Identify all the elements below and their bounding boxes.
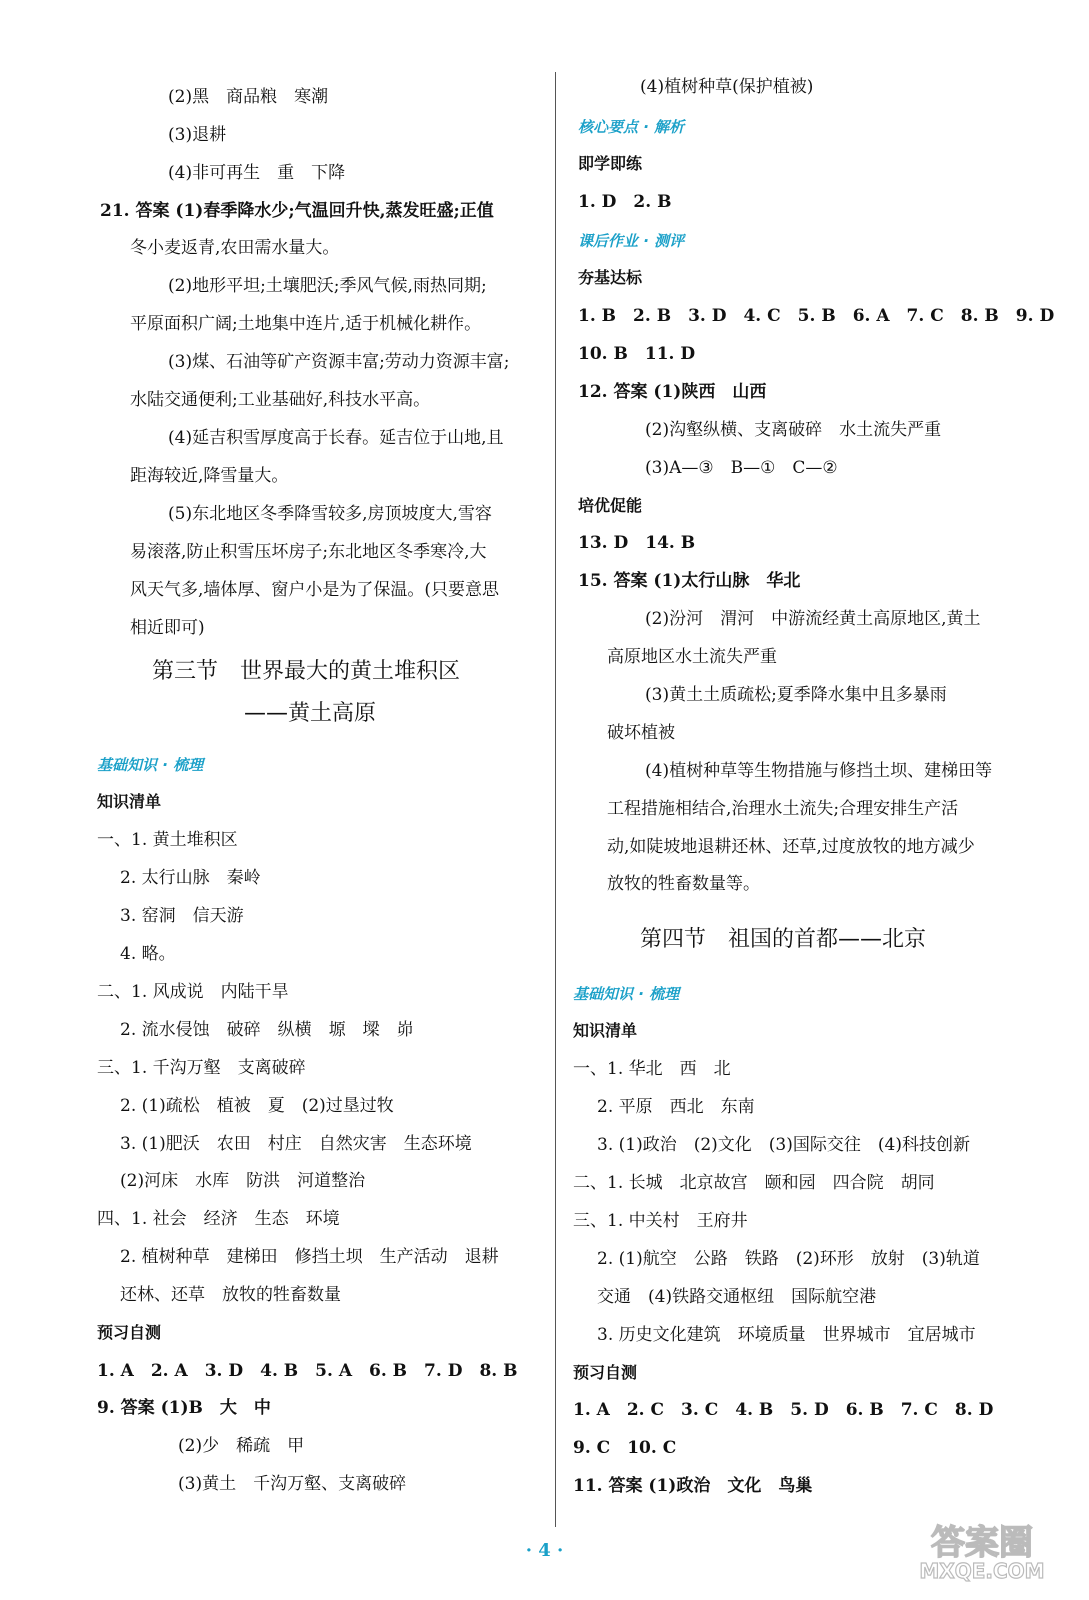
text-line: (2)少 稀疏 甲 xyxy=(178,1436,305,1456)
subsection-heading: 预习自测 xyxy=(97,1323,162,1342)
text-line: (3)黄土土质疏松;夏季降水集中且多暴雨 xyxy=(645,685,947,705)
text-line: 四、1. 社会 经济 生态 环境 xyxy=(97,1209,340,1229)
text-line: 2. 太行山脉 秦岭 xyxy=(120,868,261,888)
text-line: 一、1. 华北 西 北 xyxy=(573,1059,731,1079)
text-line: (4)植树种草等生物措施与修挡土坝、建梯田等 xyxy=(645,761,993,781)
section-label: 核心要点 · 解析 xyxy=(578,118,685,136)
text-line: 破坏植被 xyxy=(607,723,675,743)
section-label: 课后作业 · 测评 xyxy=(578,232,685,250)
text-line: 9. C 10. C xyxy=(573,1438,677,1458)
text-line: 冬小麦返青,农田需水量大。 xyxy=(130,238,340,258)
text-line: 21. 答案 (1)春季降水少;气温回升快,蒸发旺盛;正值 xyxy=(100,201,494,221)
text-line: 1. A 2. C 3. C 4. B 5. D 6. B 7. C 8. D xyxy=(573,1400,994,1420)
text-line: 交通 (4)铁路交通枢纽 国际航空港 xyxy=(597,1287,877,1307)
text-line: (3)黄土 千沟万壑、支离破碎 xyxy=(178,1474,407,1494)
text-line: 3. (1)政治 (2)文化 (3)国际交往 (4)科技创新 xyxy=(597,1135,970,1155)
subsection-heading: 夯基达标 xyxy=(578,268,643,287)
section-label: 基础知识 · 梳理 xyxy=(573,985,680,1003)
text-line: (3)退耕 xyxy=(168,125,227,145)
text-line: 13. D 14. B xyxy=(578,533,696,553)
text-line: 3. 窑洞 信天游 xyxy=(120,906,244,926)
text-line: 2. 流水侵蚀 破碎 纵横 塬 墚 峁 xyxy=(120,1020,414,1040)
subsection-heading: 培优促能 xyxy=(578,496,643,515)
text-line: (2)河床 水库 防洪 河道整治 xyxy=(120,1171,366,1191)
text-line: 高原地区水土流失严重 xyxy=(607,647,777,667)
text-line: 放牧的牲畜数量等。 xyxy=(607,874,760,894)
text-line: (3)煤、石油等矿产资源丰富;劳动力资源丰富; xyxy=(168,352,510,372)
section-label: 基础知识 · 梳理 xyxy=(97,756,204,774)
text-line: (2)黑 商品粮 寒潮 xyxy=(168,87,329,107)
text-line: 还林、还草 放牧的牲畜数量 xyxy=(120,1285,341,1305)
text-line: (2)汾河 渭河 中游流经黄土高原地区,黄土 xyxy=(645,609,981,629)
text-line: 二、1. 长城 北京故宫 颐和园 四合院 胡同 xyxy=(573,1173,935,1193)
text-line: 三、1. 中关村 王府井 xyxy=(573,1211,748,1231)
text-line: (4)植树种草(保护植被) xyxy=(640,77,814,97)
section-title: 第四节 祖国的首都——北京 xyxy=(640,927,927,952)
watermark-sub: MXQE.COM xyxy=(919,1559,1045,1582)
text-line: 10. B 11. D xyxy=(578,344,696,364)
text-line: 2. (1)疏松 植被 夏 (2)过垦过牧 xyxy=(120,1096,394,1116)
text-line: 2. 平原 西北 东南 xyxy=(597,1097,755,1117)
text-line: 风天气多,墙体厚、窗户小是为了保温。(只要意思 xyxy=(130,580,500,600)
text-line: 一、1. 黄土堆积区 xyxy=(97,830,238,850)
text-line: 3. 历史文化建筑 环境质量 世界城市 宜居城市 xyxy=(597,1325,976,1345)
section-title: ——黄土高原 xyxy=(244,701,377,726)
text-line: 水陆交通便利;工业基础好,科技水平高。 xyxy=(130,390,431,410)
subsection-heading: 知识清单 xyxy=(97,792,162,811)
text-line: 动,如陡坡地退耕还林、还草,过度放牧的地方减少 xyxy=(607,837,975,857)
text-line: (4)延吉积雪厚度高于长春。延吉位于山地,且 xyxy=(168,428,504,448)
text-line: 三、1. 千沟万壑 支离破碎 xyxy=(97,1058,306,1078)
page-number: · 4 · xyxy=(525,1540,564,1561)
text-line: (5)东北地区冬季降雪较多,房顶坡度大,雪容 xyxy=(168,504,492,524)
text-line: 相近即可) xyxy=(130,618,205,638)
text-line: (3)A—③ B—① C—② xyxy=(645,458,838,478)
text-line: (4)非可再生 重 下降 xyxy=(168,163,346,183)
text-line: 2. (1)航空 公路 铁路 (2)环形 放射 (3)轨道 xyxy=(597,1249,980,1269)
text-line: 12. 答案 (1)陕西 山西 xyxy=(578,382,767,402)
watermark-main: 答案圈 xyxy=(931,1523,1033,1563)
text-line: 1. B 2. B 3. D 4. C 5. B 6. A 7. C 8. B 9. D xyxy=(578,306,1055,326)
text-line: 2. 植树种草 建梯田 修挡土坝 生产活动 退耕 xyxy=(120,1247,499,1267)
text-line: 4. 略。 xyxy=(120,944,176,964)
text-line: (2)沟壑纵横、支离破碎 水土流失严重 xyxy=(645,420,942,440)
text-line: 11. 答案 (1)政治 文化 鸟巢 xyxy=(573,1476,813,1496)
section-title: 第三节 世界最大的黄土堆积区 xyxy=(152,659,461,684)
subsection-heading: 知识清单 xyxy=(573,1021,638,1040)
text-line: 易滚落,防止积雪压坏房子;东北地区冬季寒冷,大 xyxy=(130,542,487,562)
text-line: 15. 答案 (1)太行山脉 华北 xyxy=(578,571,801,591)
text-line: 平原面积广阔;土地集中连片,适于机械化耕作。 xyxy=(130,314,482,334)
text-line: 工程措施相结合,治理水土流失;合理安排生产活 xyxy=(607,799,959,819)
text-line: 距海较近,降雪量大。 xyxy=(130,466,289,486)
text-line: 3. (1)肥沃 农田 村庄 自然灾害 生态环境 xyxy=(120,1134,472,1154)
subsection-heading: 即学即练 xyxy=(578,154,643,173)
text-line: 9. 答案 (1)B 大 中 xyxy=(97,1398,271,1418)
subsection-heading: 预习自测 xyxy=(573,1363,638,1382)
text-line: (2)地形平坦;土壤肥沃;季风气候,雨热同期; xyxy=(168,276,487,296)
text-line: 1. A 2. A 3. D 4. B 5. A 6. B 7. D 8. B xyxy=(97,1361,518,1381)
text-line: 二、1. 风成说 内陆干旱 xyxy=(97,982,289,1002)
column-divider xyxy=(555,72,556,1527)
text-line: 1. D 2. B xyxy=(578,192,672,212)
watermark-logo xyxy=(887,1522,1077,1582)
